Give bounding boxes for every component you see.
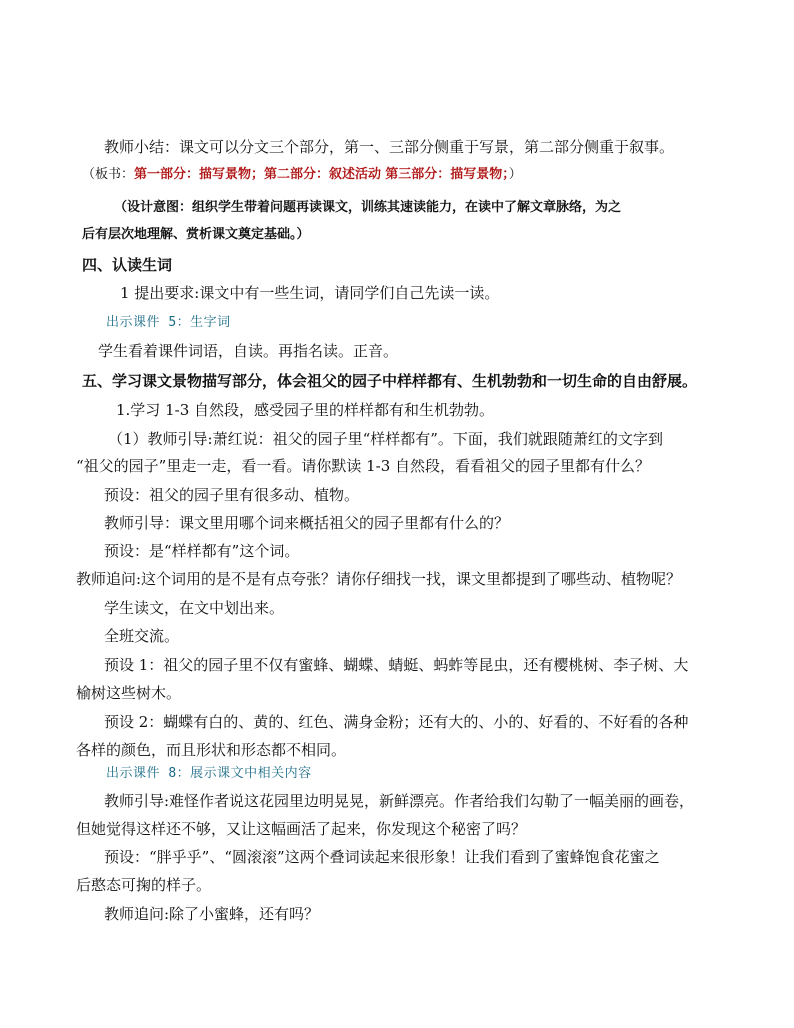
section4-instruction: 1 提出要求:课文中有一些生词，请同学们自己先读一读。 [120,284,500,302]
section4-heading: 四、认读生词 [82,256,173,274]
courseware-5-note: 出示课件 5：生字词 [106,315,231,330]
board-part2: 第二部分：叙述活动 [264,167,382,182]
design-intent-line1: （设计意图：组织学生带着问题再读课文，训练其速读能力，在读中了解文章脉络，为之 [114,200,622,215]
board-part3: 第三部分：描写景物； [385,167,509,182]
preset2-line1: 预设 2：蝴蝶有白的、黄的、红色、满身金粉；还有大的、小的、好看的、不好看的各种 [104,713,689,731]
preset-word: 预设：是“样样都有”这个词。 [104,542,300,560]
preset1-line1: 预设 1：祖父的园子里不仅有蜜蜂、蝴蝶、蜻蜓、蚂蚱等昆虫，还有樱桃树、李子树、大 [104,656,689,674]
followup-question-2: 教师追问:除了小蜜蜂，还有吗？ [104,905,320,923]
guide-2-line2: 但她觉得这样还不够，又让这幅画活了起来，你发现这个秘密了吗？ [76,820,527,838]
preset2-line2: 各样的颜色，而且形状和形态都不相同。 [76,741,347,759]
preset3-line1: 预设：“胖乎乎”、“圆滚滚”这两个叠词读起来很形象！让我们看到了蜜蜂饱食花蜜之 [104,848,660,866]
board-close: ） [508,167,522,182]
students-read: 学生读文，在文中划出来。 [104,599,285,617]
guide-1-line1: （1）教师引导:萧红说：祖父的园子里“样样都有”。下面，我们就跟随萧红的文字到 [108,430,663,448]
section5-heading: 五、学习课文景物描写部分，体会祖父的园子中样样都有、生机勃勃和一切生命的自由舒展。 [82,372,698,390]
section4-reading: 学生看着课件词语，自读。再指名读。正音。 [98,342,399,360]
board-open: （板书： [82,167,135,182]
courseware-8-note: 出示课件 8：展示课文中相关内容 [106,766,312,781]
preset1-line2: 榆树这些树木。 [76,684,182,702]
preset3-line2: 后憨态可掬的样子。 [76,876,212,894]
design-intent-line2: 后有层次地理解、赏析课文奠定基础。） [82,227,310,242]
class-exchange: 全班交流。 [104,627,180,645]
guide-2-line1: 教师引导:难怪作者说这花园里边明晃晃，新鲜漂亮。作者给我们勾勒了一幅美丽的画卷， [104,792,695,810]
board-notes [82,164,522,186]
board-part1: 第一部分：描写景物； [134,167,265,182]
guide-1-line2: “祖父的园子”里走一走，看一看。请你默读 1-3 自然段，看看祖父的园子里都有什么？ [76,457,651,475]
preset-plants: 预设：祖父的园子里有很多动、植物。 [104,486,360,504]
followup-question: 教师追问:这个词用的是不是有点夸张？请你仔细找一找，课文里都提到了哪些动、植物呢？ [76,570,682,588]
teacher-summary: 教师小结：课文可以分文三个部分，第一、三部分侧重于写景，第二部分侧重于叙事。 [104,138,675,156]
guide-question: 教师引导：课文里用哪个词来概括祖父的园子里都有什么的？ [104,514,510,532]
section5-step1: 1.学习 1-3 自然段，感受园子里的样样都有和生机勃勃。 [116,401,495,419]
